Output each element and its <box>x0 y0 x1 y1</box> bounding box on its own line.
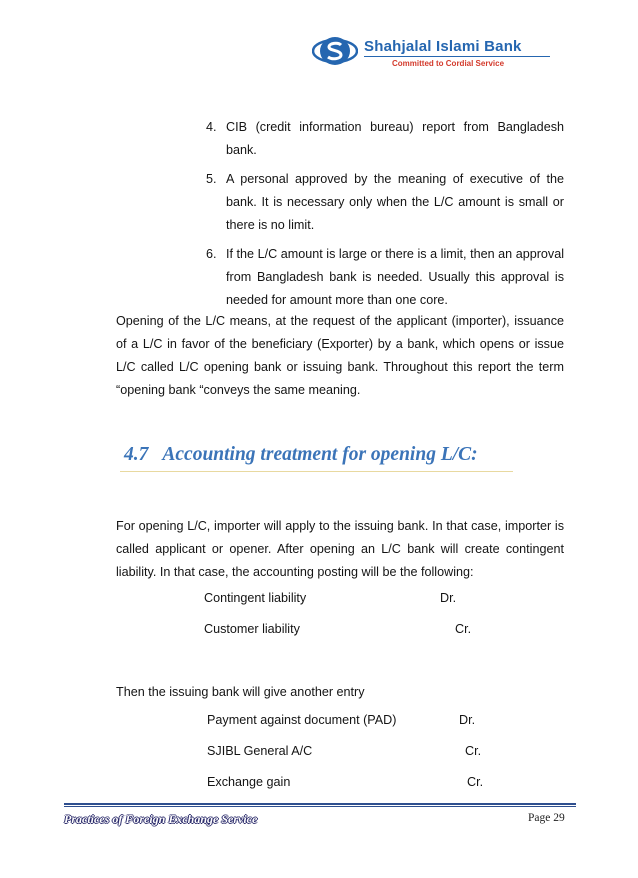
list-text: A personal approved by the meaning of executive of the bank. It is necessary only when the L/C amount is small or there is no limit. <box>226 172 564 232</box>
lc-opening-paragraph: Opening of the L/C means, at the request of the applicant (importer), issuance of a L/C in favor of the beneficiary (Exporter) by a bank, which opens or issue L/C called L/C opening bank or issuing bank. Throughout this report the term “opening bank “conveys the same meaning. <box>116 314 564 397</box>
list-number: 5. <box>206 172 217 186</box>
entry-side: Dr. <box>440 591 457 605</box>
logo-divider <box>364 56 550 57</box>
list-text: If the L/C amount is large or there is a limit, then an approval from Bangladesh bank is needed. Usually this approval is needed for amount more than one core. <box>226 247 564 307</box>
footer-title: Practices of Foreign Exchange Service <box>64 812 258 826</box>
footer-divider <box>64 803 576 805</box>
accounting-paragraph: For opening L/C, importer will apply to the issuing bank. In that case, importer is called applicant or opener. After opening an L/C bank will create contingent liability. In that case, the accounting posting will be the following: <box>116 519 564 579</box>
list-number: 6. <box>206 247 217 261</box>
entry-account: Payment against document (PAD) <box>207 713 397 727</box>
list-number: 4. <box>206 120 217 134</box>
entry-side: Cr. <box>467 775 484 789</box>
entry-account: Customer liability <box>204 622 300 636</box>
list-item <box>206 116 564 162</box>
heading-underline <box>120 471 513 472</box>
entry-account: SJIBL General A/C <box>207 744 313 758</box>
second-entry-intro: Then the issuing bank will give another entry <box>116 685 365 699</box>
bank-logo-icon <box>312 36 358 66</box>
entry-account: Contingent liability <box>204 591 307 605</box>
list-item <box>206 168 564 237</box>
section-heading <box>124 444 478 466</box>
entry-account: Exchange gain <box>207 775 291 789</box>
bank-logo <box>312 32 562 72</box>
list-text: CIB (credit information bureau) report from Bangladesh bank. <box>226 120 564 157</box>
bank-tagline: Committed to Cordial Service <box>392 59 505 68</box>
list-item <box>206 243 564 312</box>
page-number: Page 29 <box>528 812 565 824</box>
requirements-list <box>206 116 564 318</box>
entry-side: Dr. <box>459 713 476 727</box>
entry-side: Cr. <box>455 622 472 636</box>
footer-divider-thin <box>64 806 576 807</box>
section-number: 4.7 <box>124 444 149 465</box>
bank-name: Shahjalal Islami Bank <box>364 38 522 55</box>
entry-side: Cr. <box>465 744 482 758</box>
section-title: Accounting treatment for opening L/C: <box>162 444 478 465</box>
